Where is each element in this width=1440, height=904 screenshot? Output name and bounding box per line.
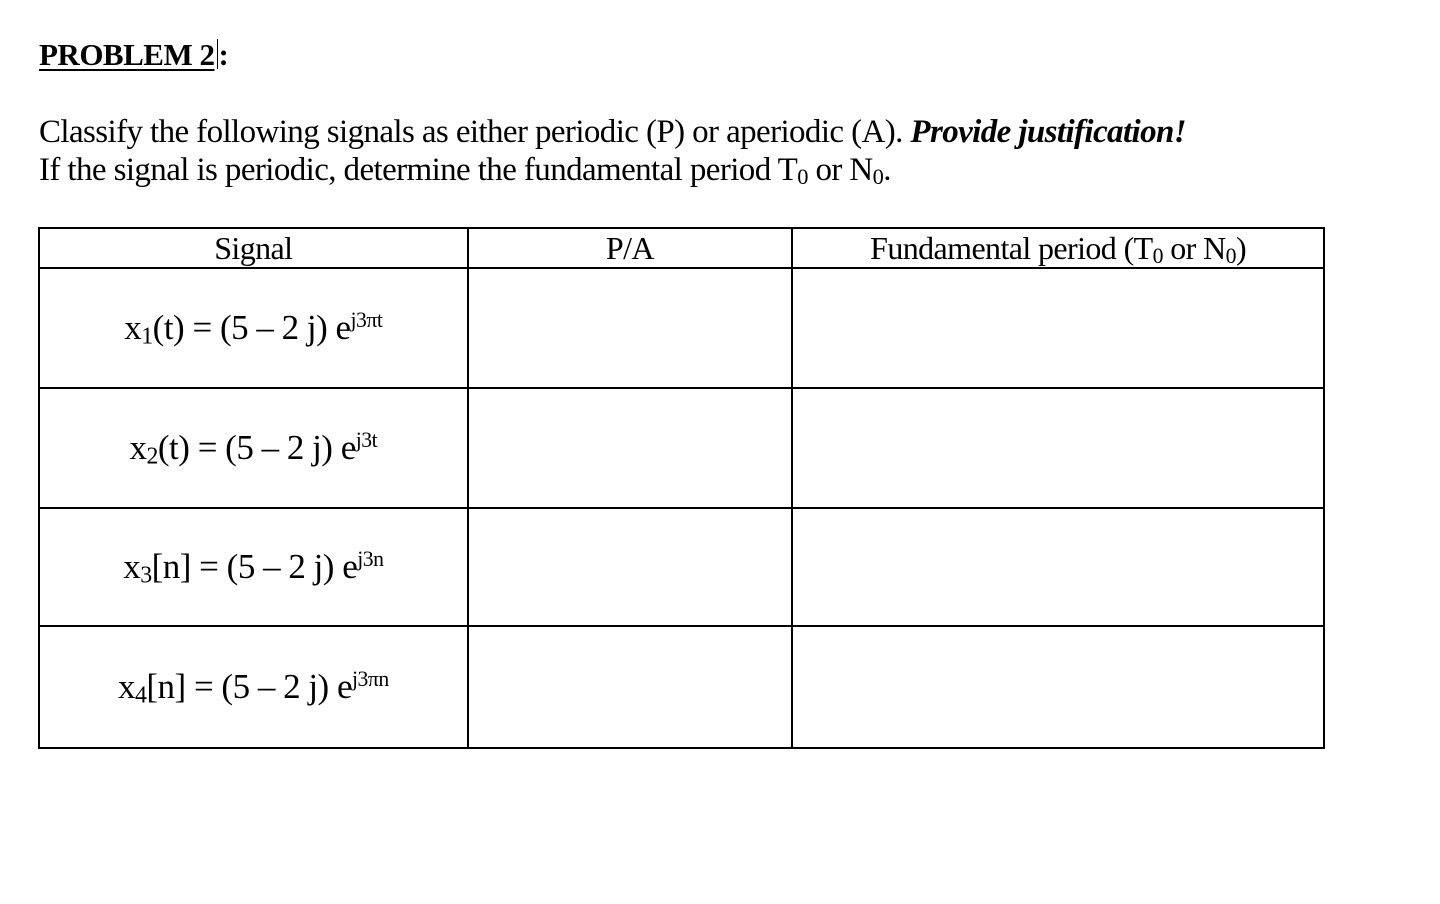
signal-cell [39,268,468,388]
pa-answer-cell[interactable] [468,268,793,388]
period-answer-cell[interactable] [792,508,1324,626]
problem-title-colon: : [218,37,229,72]
signal-var: x [117,667,135,706]
header-signal: Signal [39,228,468,268]
instructions [39,113,1186,189]
table-header-row [39,228,1324,268]
signal-exponent: j3πn [352,667,389,692]
period-answer-cell[interactable] [792,268,1324,388]
header-period-text-2: or N [1162,230,1226,266]
period-subscript: 0 [797,164,808,190]
signal-formula [117,667,389,709]
signal-formula [129,428,378,470]
signal-cell [39,388,468,508]
instructions-line-2 [39,151,1186,189]
signal-arg: [n] [151,547,191,586]
signal-exponent: j3πt [350,308,383,333]
table-row [39,388,1324,508]
pa-answer-cell[interactable] [468,508,793,626]
period-answer-cell[interactable] [792,626,1324,748]
signal-rhs: = (5 – 2 j) e [185,667,352,706]
header-fundamental-period [792,228,1324,268]
pa-answer-cell[interactable] [468,388,793,508]
header-pa: P/A [468,228,793,268]
signal-index: 2 [146,443,158,470]
signal-rhs: = (5 – 2 j) e [190,547,358,586]
table-row [39,508,1324,626]
instructions-line-1 [39,113,1186,151]
signal-index: 4 [134,682,147,709]
signal-arg: [n] [146,667,186,706]
signals-table [38,227,1325,749]
instructions-text-2: If the signal is periodic, determine the fundamental period T [39,152,798,188]
signal-index: 3 [140,562,152,589]
signal-var: x [124,308,142,347]
instructions-emphasis: Provide justification! [910,114,1186,150]
signal-exponent: j3n [357,547,384,572]
instructions-text-3: or N [807,152,873,188]
instructions-text-4: . [883,152,891,188]
header-period-text-3: ) [1235,230,1246,266]
table-row [39,268,1324,388]
signal-formula [124,308,383,350]
signal-arg: (t) [152,308,185,347]
signal-arg: (t) [157,428,190,467]
instructions-text: Classify the following signals as either periodic (P) or aperiodic (A). [39,114,903,150]
pa-answer-cell[interactable] [468,626,793,748]
header-period-subscript: 0 [1225,243,1236,268]
signal-cell [39,508,468,626]
period-subscript: 0 [872,164,884,190]
header-period-text: Fundamental period (T [870,230,1153,266]
signal-var: x [129,428,147,467]
signal-var: x [123,547,141,586]
problem-heading [39,36,228,74]
header-period-subscript: 0 [1152,243,1163,268]
table-row [39,626,1324,748]
signal-rhs: = (5 – 2 j) e [189,428,356,467]
signal-index: 1 [141,323,153,350]
signal-exponent: j3t [355,428,378,453]
signal-rhs: = (5 – 2 j) e [184,308,351,347]
signal-cell [39,626,468,748]
signal-formula [123,547,384,589]
period-answer-cell[interactable] [792,388,1324,508]
problem-title: PROBLEM 2 [39,37,215,72]
